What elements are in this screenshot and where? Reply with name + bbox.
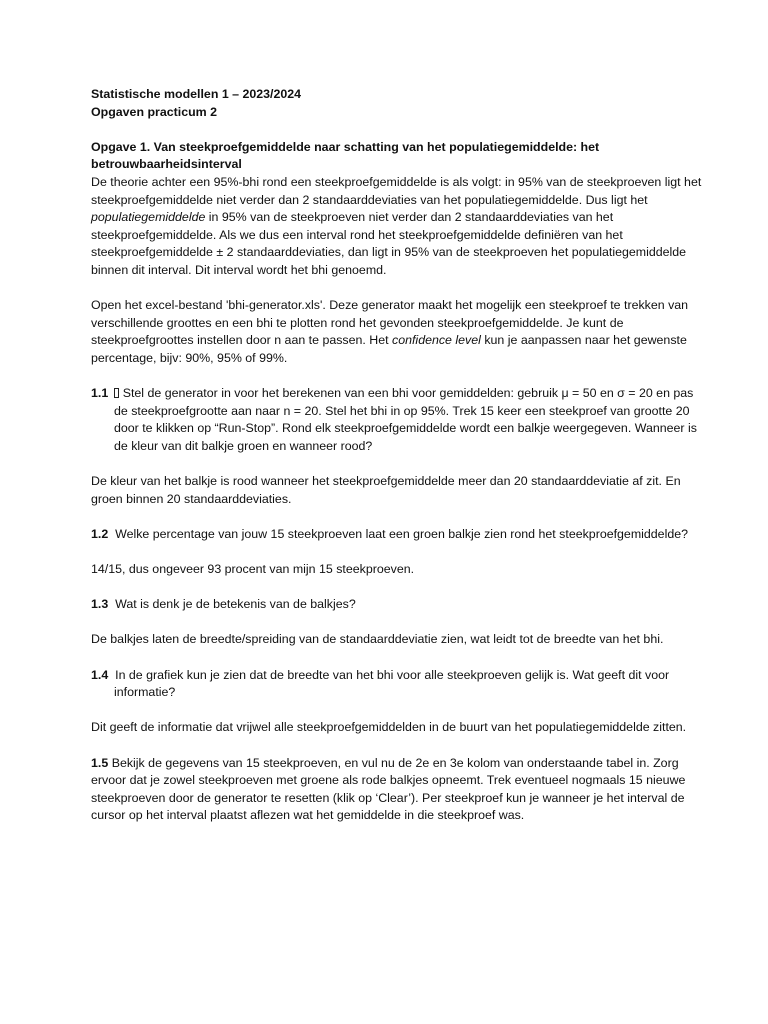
answer-1-1: De kleur van het balkje is rood wanneer het steekproefgemiddelde meer dan 20 standaarddeviatie af zit. En groen binnen 20 standaarddeviaties. xyxy=(91,474,681,506)
answer-1-3: De balkjes laten de breedte/spreiding van de standaarddeviatie zien, wat leidt tot de breedte van het bhi. xyxy=(91,632,664,647)
intro-paragraph-1 xyxy=(91,174,708,280)
question-text: In de grafiek kun je zien dat de breedte van het bhi voor alle steekproeven gelijk is. Wat geeft dit voor informatie? xyxy=(114,667,670,700)
question-text: Welke percentage van jouw 15 steekproeven laat een groen balkje zien rond het steekproefgemiddelde? xyxy=(115,526,688,541)
course-title: Statistische modellen 1 – 2023/2024 xyxy=(91,87,302,101)
question-1-4 xyxy=(91,667,708,702)
intro-2-emphasis: confidence level xyxy=(392,333,481,348)
intro-2-part-b: kun je aanpassen naar het gewenste percentage, bijv: 90%, 95% of 99%. xyxy=(91,333,687,365)
practicum-title: Opgaven practicum 2 xyxy=(91,104,218,119)
question-1-5 xyxy=(91,755,708,825)
assignment-title: Opgave 1. Van steekproefgemiddelde naar schatting van het populatiegemiddelde: het betrouwbaarheidsinterval xyxy=(91,139,600,172)
intro-paragraph-2 xyxy=(91,297,708,367)
question-1-1 xyxy=(91,385,708,455)
answer-1-4: Dit geeft de informatie dat vrijwel alle steekproefgemiddelden in de buurt van het populatiegemiddelde zitten. xyxy=(91,720,687,735)
question-text: Wat is denk je de betekenis van de balkjes? xyxy=(115,597,356,612)
question-number: 1.3 xyxy=(91,597,109,612)
answer-1-2: 14/15, dus ongeveer 93 procent van mijn 15 steekproeven. xyxy=(91,562,415,577)
checkbox-glyph-icon xyxy=(114,388,119,398)
question-text: Stel de generator in voor het berekenen van een bhi voor gemiddelden: gebruik μ = 50 en σ = 20 en pas de steekproefgrootte aan naar n = 20. Stel het bhi in op 95%. Trek 15 keer een steekproef van grootte 20 door te klikken op “Run-Stop”. Rond elk steekproefgemiddelde wordt een balkje weergegeven. Wanneer is de kleur van dit balkje groen en wanneer rood? xyxy=(114,386,697,453)
intro-1-part-a: De theorie achter een 95%-bhi rond een steekproefgemiddelde is als volgt: in 95% van de steekproeven ligt het steekproefgemiddelde niet verder dan 2 standaarddeviaties van het populatiegemiddelde. Dus ligt het xyxy=(91,174,702,207)
intro-1-emphasis: populatiegemiddelde xyxy=(91,210,206,225)
question-1-2 xyxy=(91,526,708,544)
question-number: 1.5 xyxy=(91,755,109,770)
question-number: 1.1 xyxy=(91,386,109,401)
question-number: 1.4 xyxy=(91,667,109,682)
question-1-3 xyxy=(91,596,708,614)
intro-1-part-b: in 95% van de steekproeven niet verder dan 2 standaarddeviaties van het steekproefgemiddelde. Als we dus een interval rond het steekproefgemiddelde definiëren van het steekproefgemiddelde ± 2 standaarddeviaties, dan ligt in 95% van de steekproeven het populatiegemiddelde binnen dit interval. Dit interval wordt het bhi genoemd. xyxy=(91,210,687,277)
question-number: 1.2 xyxy=(91,526,109,541)
question-text: Bekijk de gegevens van 15 steekproeven, en vul nu de 2e en 3e kolom van onderstaande tabel in. Zorg ervoor dat je zowel steekproeven met groene als rode balkjes opneemt. Trek eventueel nogmaals 15 nieuwe steekproeven door de generator te resetten (klik op ‘Clear’). Per steekproef kun je wanneer je het interval de cursor op het interval plaatst aflezen wat het gemiddelde in die steekproef was. xyxy=(91,755,686,823)
intro-2-part-a: Open het excel-bestand 'bhi-generator.xls'. Deze generator maakt het mogelijk een steekproef te trekken van verschillende groottes en een bhi te plotten rond het gevonden steekproefgemiddelde. Je kunt de steekproefgroottes instellen door n aan te passen. Het xyxy=(91,298,689,348)
